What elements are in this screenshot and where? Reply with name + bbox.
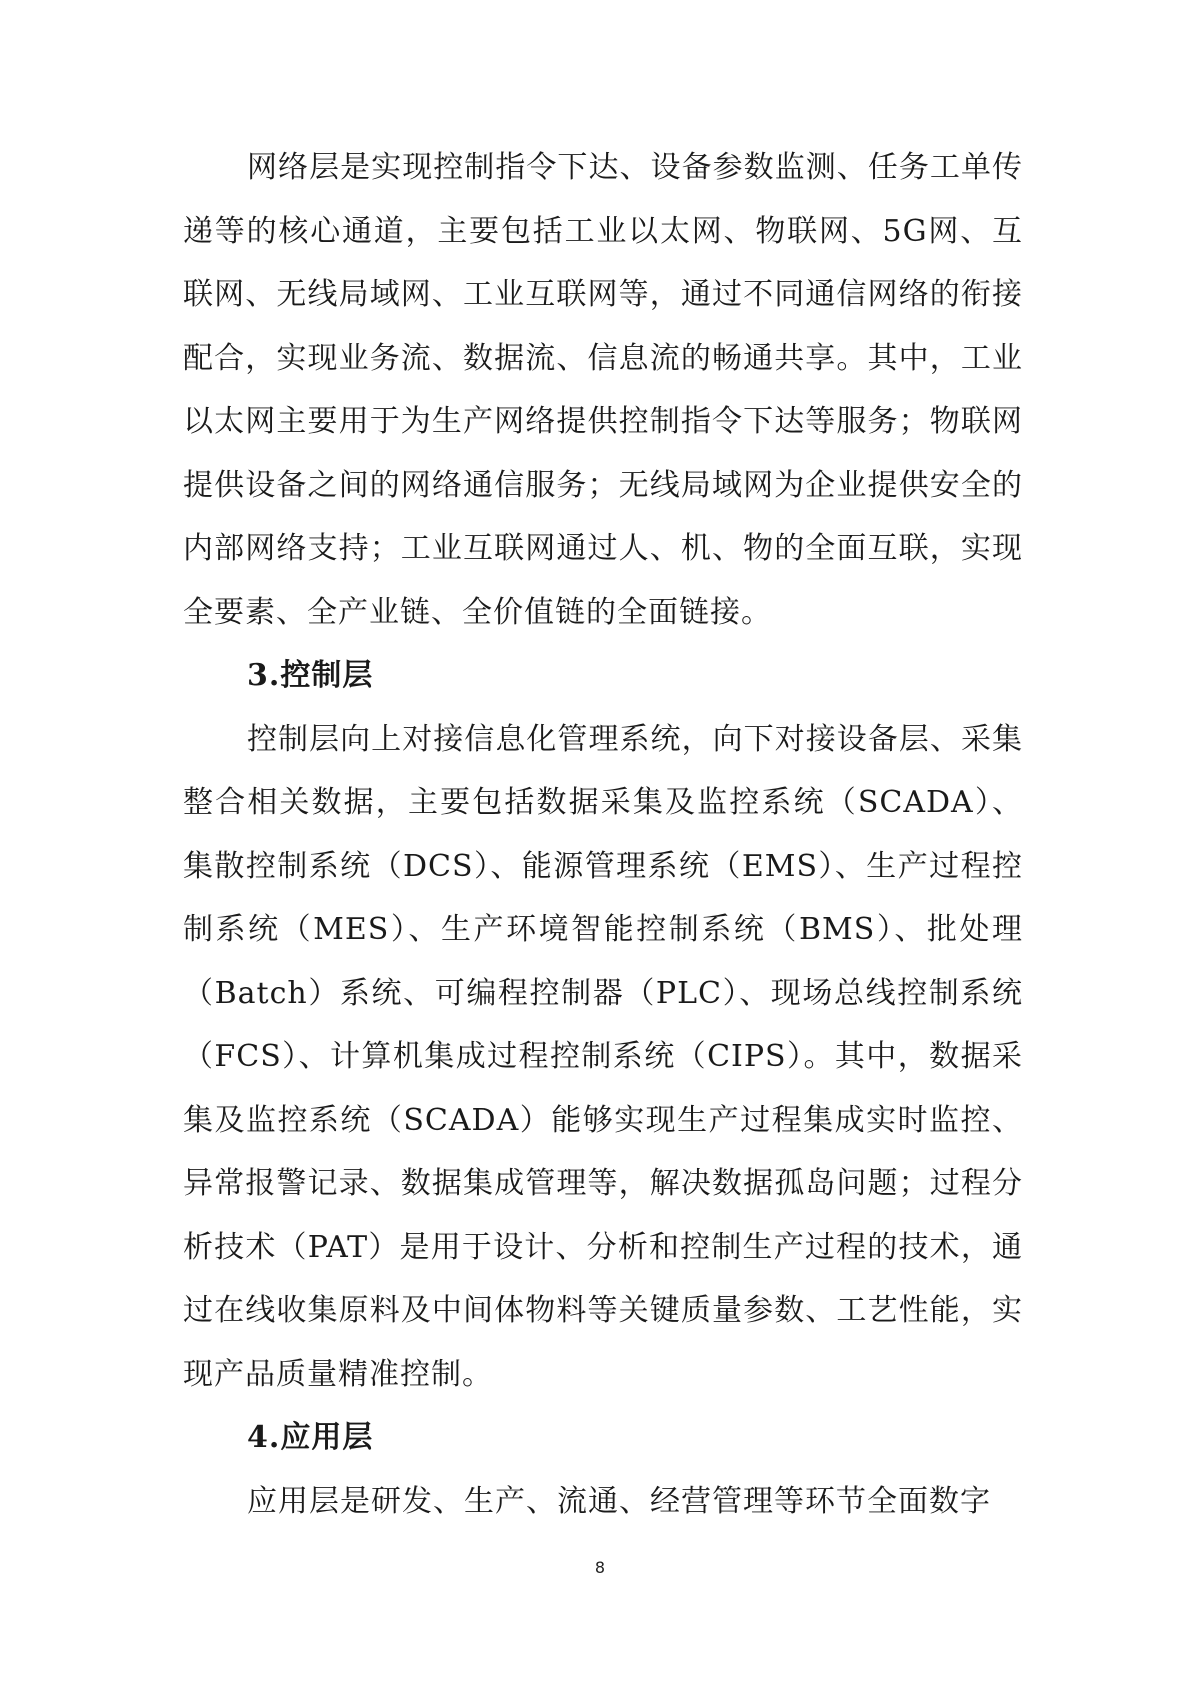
- section-heading-control-layer: 3.控制层: [247, 658, 374, 693]
- page-number: 8: [594, 1558, 606, 1577]
- section-heading-application-layer: 4.应用层: [247, 1420, 374, 1455]
- paragraph-application-layer: 应用层是研发、生产、流通、经营管理等环节全面数字: [247, 1483, 991, 1519]
- paragraph-network-layer: 网络层是实现控制指令下达、设备参数监测、任务工单传递等的核心通道，主要包括工业以太网、物联网、5G网、互联网、无线局域网、工业互联网等，通过不同通信网络的衔接配合，实现业务流、数据流、信息流的畅通共享。其中，工业以太网主要用于为生产网络提供控制指令下达等服务；物联网提供设备之间的网络通信服务；无线局域网为企业提供安全的内部网络支持；工业互联网通过人、机、物的全面互联，实现全要素、全产业链、全价值链的全面链接。: [183, 150, 1023, 630]
- document-body: [183, 136, 1023, 1533]
- paragraph-control-layer: 控制层向上对接信息化管理系统，向下对接设备层、采集整合相关数据，主要包括数据采集及监控系统（SCADA）、集散控制系统（DCS）、能源管理系统（EMS）、生产过程控制系统（MES）、生产环境智能控制系统（BMS）、批处理（Batch）系统、可编程控制器（PLC）、现场总线控制系统（FCS）、计算机集成过程控制系统（CIPS）。其中，数据采集及监控系统（SCADA）能够实现生产过程集成实时监控、异常报警记录、数据集成管理等，解决数据孤岛问题；过程分析技术（PAT）是用于设计、分析和控制生产过程的技术，通过在线收集原料及中间体物料等关键质量参数、工艺性能，实现产品质量精准控制。: [183, 721, 1023, 1392]
